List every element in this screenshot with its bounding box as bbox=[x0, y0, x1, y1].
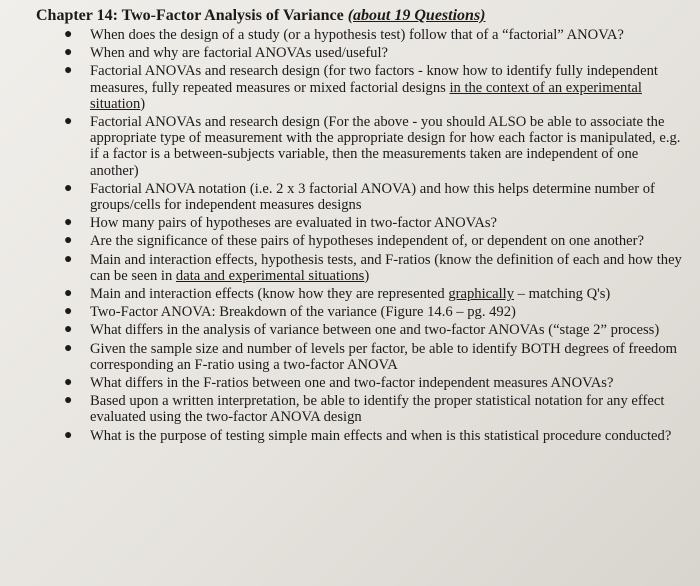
chapter-title bbox=[36, 6, 686, 26]
bullet-icon: ● bbox=[64, 180, 73, 196]
item-underlined-text: data and experimental situations bbox=[175, 267, 365, 284]
item-tail-text: ) bbox=[364, 267, 370, 284]
list-item bbox=[38, 27, 686, 43]
list-item bbox=[38, 322, 686, 338]
item-text: When does the design of a study (or a hypothesis test) follow that of a “factorial” ANOVA? bbox=[90, 27, 624, 43]
bullet-icon: ● bbox=[64, 27, 73, 42]
list-item bbox=[38, 393, 686, 425]
bullet-icon: ● bbox=[64, 304, 73, 320]
bullet-icon: ● bbox=[64, 393, 73, 409]
list-item bbox=[38, 428, 686, 444]
item-tail-text: ) bbox=[140, 95, 146, 112]
bullet-icon: ● bbox=[64, 215, 73, 231]
list-item bbox=[38, 252, 686, 284]
list-item bbox=[38, 181, 686, 213]
list-item bbox=[38, 233, 686, 249]
bullet-icon: ● bbox=[64, 427, 73, 443]
item-text: How many pairs of hypotheses are evaluated in two-factor ANOVAs? bbox=[90, 215, 498, 232]
item-text: Factorial ANOVA notation (i.e. 2 x 3 factorial ANOVA) and how this helps determine number of groups/cells for independent measures designs bbox=[90, 180, 655, 214]
item-text: Main and interaction effects (know how they are represented bbox=[90, 286, 445, 303]
item-text: Two-Factor ANOVA: Breakdown of the variance (Figure 14.6 – pg. 492) bbox=[90, 304, 516, 321]
bullet-icon: ● bbox=[64, 45, 73, 61]
item-text: Given the sample size and number of levels per factor, be able to identify BOTH degrees of freedom corresponding an F-ratio using a two-factor ANOVA bbox=[90, 340, 678, 373]
bullet-icon: ● bbox=[64, 251, 73, 267]
bullet-icon: ● bbox=[64, 286, 73, 302]
list-item bbox=[38, 45, 686, 61]
item-text: What is the purpose of testing simple main effects and when is this statistical procedure conducted? bbox=[90, 427, 672, 444]
bullet-icon: ● bbox=[64, 375, 73, 391]
item-text: When and why are factorial ANOVAs used/useful? bbox=[90, 45, 389, 62]
item-text: Main and interaction effects, hypothesis tests, and F-ratios (know the definition of each and how they can be seen in bbox=[90, 251, 682, 284]
item-text: What differs in the analysis of variance between one and two-factor ANOVAs (“stage 2” process) bbox=[90, 322, 660, 339]
item-underlined-text: in the context of an experimental situation bbox=[90, 79, 642, 112]
bullet-icon: ● bbox=[64, 322, 73, 338]
bullet-icon: ● bbox=[64, 340, 73, 356]
list-item bbox=[38, 304, 686, 320]
bullet-icon: ● bbox=[64, 63, 73, 79]
bullet-icon: ● bbox=[64, 233, 73, 249]
list-item bbox=[38, 286, 686, 302]
question-count-note: (about 19 Questions) bbox=[347, 7, 486, 24]
chapter-heading: Chapter 14: Two-Factor Analysis of Variance bbox=[36, 7, 344, 24]
item-text: Are the significance of these pairs of hypotheses independent of, or dependent on one another? bbox=[90, 233, 644, 250]
list-item bbox=[38, 114, 686, 179]
list-item bbox=[38, 375, 686, 391]
item-text: What differs in the F-ratios between one and two-factor independent measures ANOVAs? bbox=[90, 375, 614, 392]
topic-list bbox=[38, 27, 686, 444]
bullet-icon: ● bbox=[64, 114, 73, 130]
item-tail-text: – matching Q's) bbox=[514, 286, 611, 303]
item-text: Based upon a written interpretation, be able to identify the proper statistical notation for any effect evaluated using the two-factor ANOVA design bbox=[90, 393, 665, 426]
item-text: Factorial ANOVAs and research design (For the above - you should ALSO be able to associate the appropriate type of measurement with the appropriate design for how each factor is manipulated, e.g. if a factor is a between-subjects variable, then the measurements taken are independent of one another) bbox=[90, 114, 681, 179]
item-underlined-text: graphically bbox=[448, 286, 515, 303]
list-item bbox=[38, 341, 686, 373]
item-text: Factorial ANOVAs and research design (for two factors - know how to identify fully independent measures, fully repeated measures or mixed factorial designs bbox=[90, 63, 658, 96]
list-item bbox=[38, 215, 686, 231]
list-item bbox=[38, 63, 686, 112]
